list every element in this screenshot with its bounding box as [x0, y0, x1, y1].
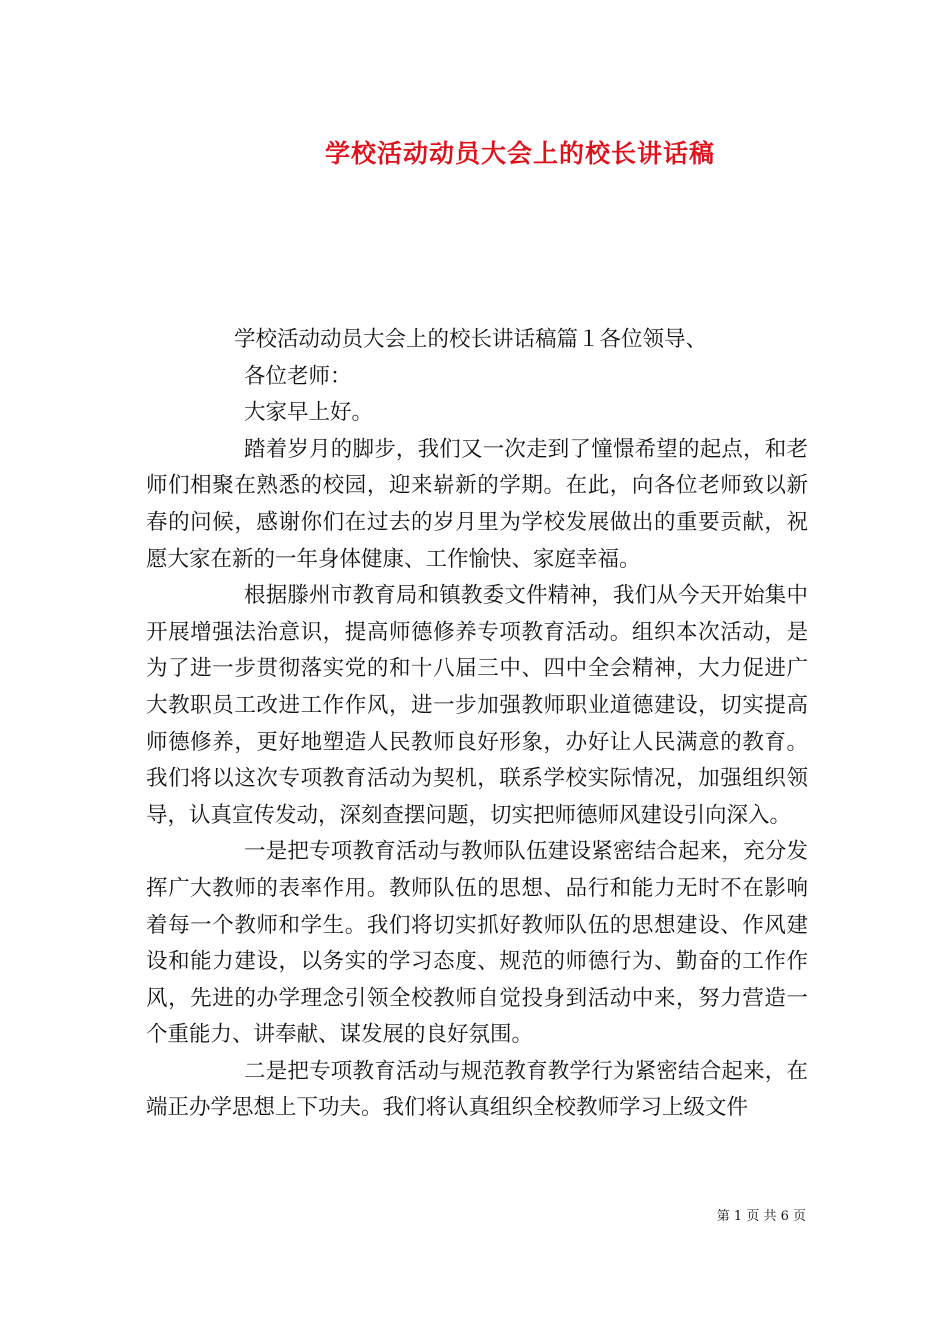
paragraph: 二是把专项教育活动与规范教育教学行为紧密结合起来，在端正办学思想上下功夫。我们将认真组织全校教师学习上级文件 [146, 1058, 808, 1121]
greeting-teachers: 各位老师： [244, 363, 352, 389]
page-number: 第 1 页 共 6 页 [716, 1209, 806, 1224]
paragraph: 根据滕州市教育局和镇教委文件精神，我们从今天开始集中开展增强法治意识，提高师德修养专项教育活动。组织本次活动，是为了进一步贯彻落实党的和十八届三中、四中全会精神，大力促进广大教职员工改进工作作风，进一步加强教师职业道德建设，切实提高师德修养，更好地塑造人民教师良好形象，办好让人民满意的教育。我们将以这次专项教育活动为契机，联系学校实际情况，加强组织领导，认真宣传发动，深刻查摆问题，切实把师德师风建设引向深入。 [146, 583, 808, 828]
paragraph: 踏着岁月的脚步，我们又一次走到了憧憬希望的起点，和老师们相聚在熟悉的校园，迎来崭新的学期。在此，向各位老师致以新春的问候，感谢你们在过去的岁月里为学校发展做出的重要贡献，祝愿大家在新的一年身体健康、工作愉快、家庭幸福。 [146, 436, 808, 572]
document-title: 学校活动动员大会上的校长讲话稿 [324, 139, 715, 168]
greeting-morning: 大家早上好。 [244, 400, 374, 426]
paragraph: 一是把专项教育活动与教师队伍建设紧密结合起来，充分发挥广大教师的表率作用。教师队伍的思想、品行和能力无时不在影响着每一个教师和学生。我们将切实抓好教师队伍的思想建设、作风建设和能力建设，以务实的学习态度、规范的师德行为、勤奋的工作作风，先进的办学理念引领全校教师自觉投身到活动中来，努力营造一个重能力、讲奉献、谋发展的良好氛围。 [146, 839, 808, 1048]
document-body [146, 322, 808, 1127]
intro-line: 学校活动动员大会上的校长讲话稿篇１各位领导、 [234, 327, 708, 352]
